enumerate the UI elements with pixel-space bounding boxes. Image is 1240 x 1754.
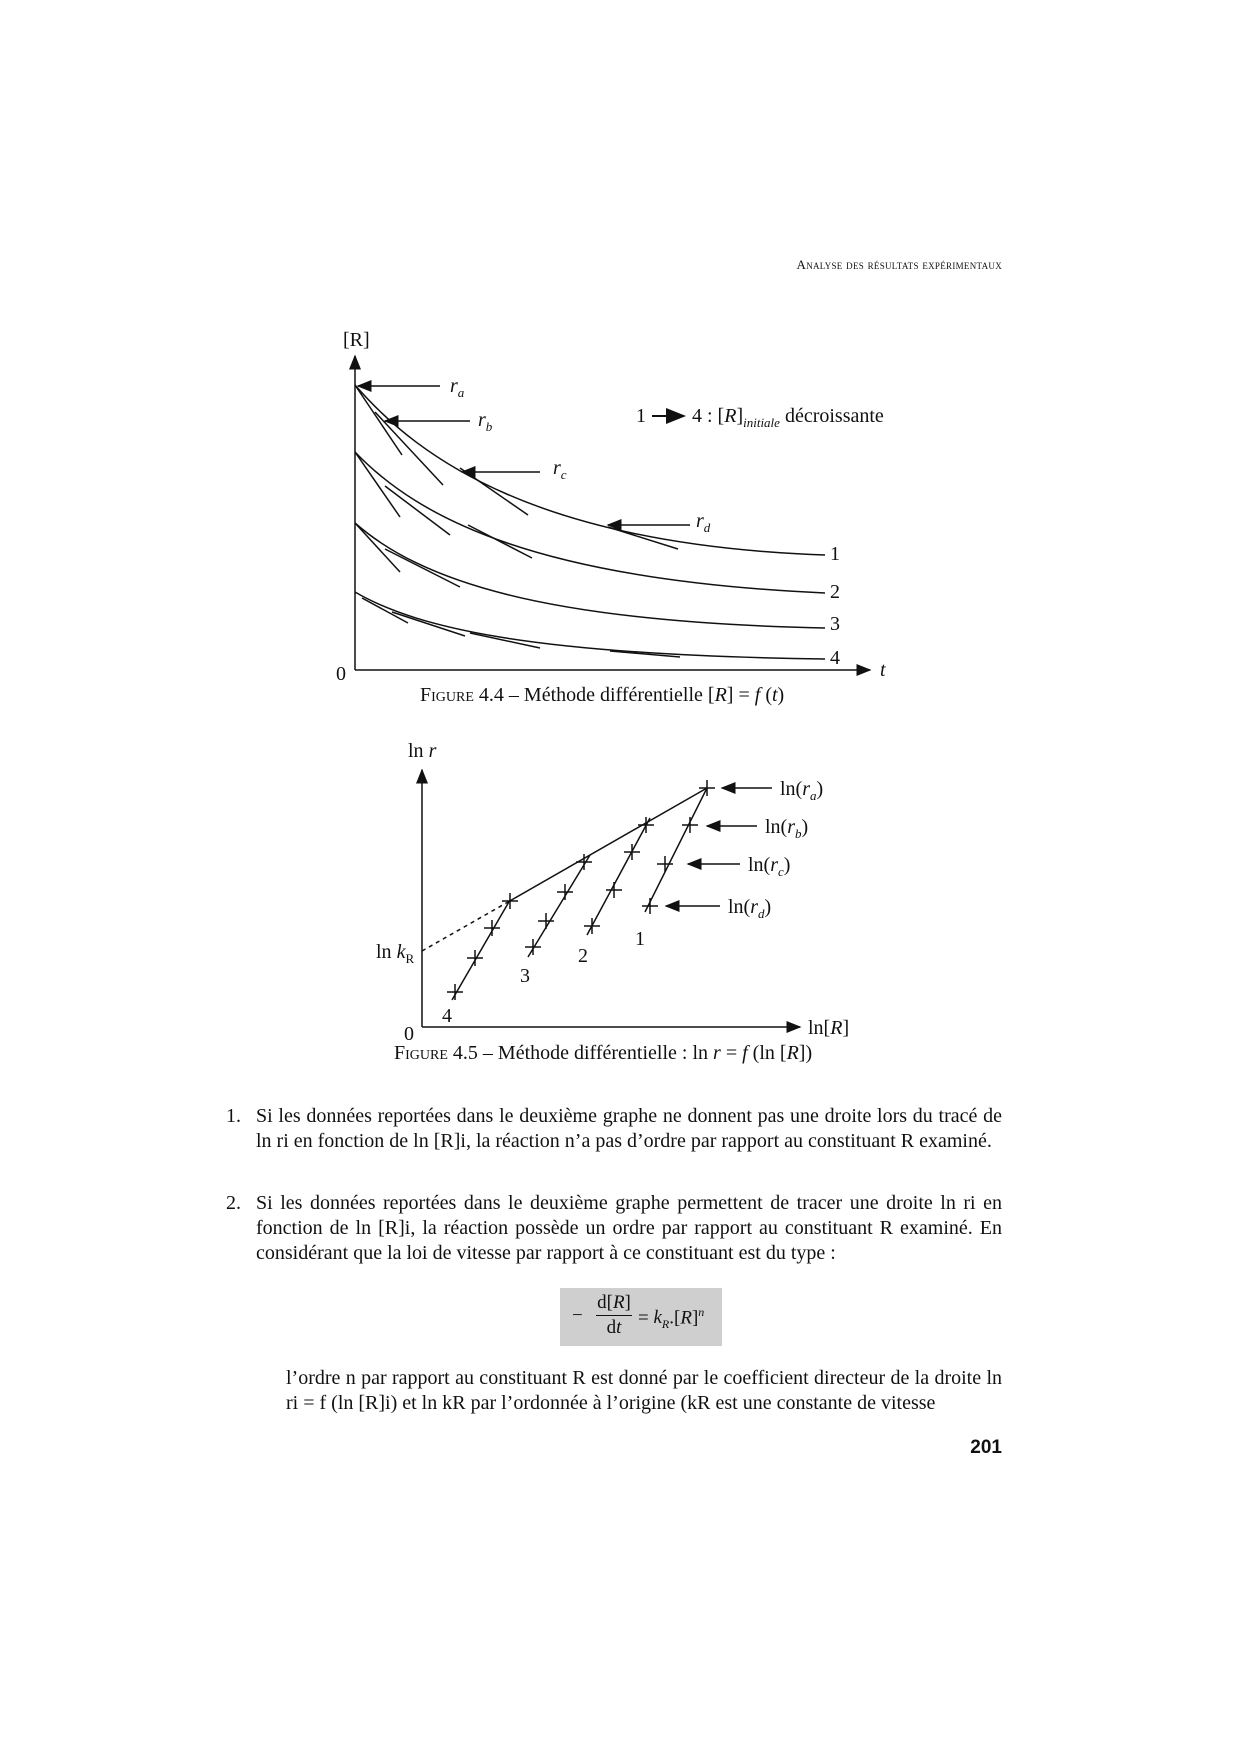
point <box>467 950 483 966</box>
point <box>624 844 640 860</box>
caption-4-5: Figure 4.5 – Méthode différentielle : ln r = f (ln [R]) <box>394 1042 813 1064</box>
point <box>538 913 554 929</box>
label-rb: $r_b$ <box>478 409 493 434</box>
line-label-4: 4 <box>442 1005 452 1027</box>
origin-label: 0 <box>404 1023 414 1045</box>
label-ra: $r_a$ <box>450 375 465 400</box>
conclusion-paragraph: l’ordre n par rapport au constituant R est donné par le coefficient directeur de la droite ln ri = f (ln [R]i) et ln kR par l’ordonnée à l’origine (kR est une constante de vitesse <box>286 1367 1002 1414</box>
legend-from: 1 <box>636 405 646 427</box>
line-label-3: 3 <box>520 965 530 987</box>
point <box>502 893 518 909</box>
list-number: 2. <box>226 1192 241 1214</box>
y-axis-label: [R] <box>343 329 370 351</box>
minus-sign: − <box>572 1305 583 1326</box>
x-axis-label: ln[R] <box>808 1017 850 1039</box>
curve-label-3: 3 <box>830 613 840 635</box>
point <box>699 780 715 796</box>
curve-label-2: 2 <box>830 581 840 603</box>
running-head: Analyse des résultats expérimentaux <box>796 257 1002 272</box>
list-text: Si les données reportées dans le deuxième graphe permettent de tracer une droite ln ri en fonction de ln [R]i, la réaction possède un ordre par rapport au constituant R examiné. En considérant que la loi de vitesse par rapport à ce constituant est du type : <box>256 1192 1002 1264</box>
label-ln-rb: $\ln(r_b)$ <box>765 816 809 841</box>
intercept-label: $\ln k_R$ <box>376 941 415 966</box>
curve-label-4: 4 <box>830 647 840 669</box>
origin-label: 0 <box>336 663 346 685</box>
line-label-1: 1 <box>635 928 645 950</box>
point <box>657 856 673 872</box>
line-3 <box>528 855 590 957</box>
list-item-2 <box>226 1191 1002 1266</box>
page-number: 201 <box>970 1437 1002 1458</box>
fraction: $\frac{d[R]}{dt}$ <box>597 1292 631 1338</box>
curve-label-1: 1 <box>830 543 840 565</box>
label-rd: $r_d$ <box>696 510 711 535</box>
point <box>584 918 600 934</box>
point <box>525 939 541 955</box>
label-ln-ra: $\ln(r_a)$ <box>780 778 824 803</box>
label-ln-rc: $\ln(r_c)$ <box>748 854 791 879</box>
equation-rhs: = $k_R.[R]^n$ <box>638 1305 705 1332</box>
equation-box <box>560 1288 722 1346</box>
label-rc: $r_c$ <box>553 457 567 482</box>
line-2 <box>587 818 650 935</box>
point <box>682 817 698 833</box>
data-points <box>447 780 715 1000</box>
caption-4-4: Figure 4.4 – Méthode différentielle [R] = f (t) <box>420 684 785 706</box>
line-4 <box>452 900 510 1000</box>
list-number: 1. <box>226 1105 241 1127</box>
y-axis-label: ln r <box>408 740 437 762</box>
line-label-2: 2 <box>578 945 588 967</box>
envelope-line <box>508 788 707 902</box>
label-ln-rd: $\ln(r_d)$ <box>728 896 772 921</box>
legend-text: 4 : $[R]_{initiale}$ décroissante <box>692 405 884 430</box>
x-axis-label: t <box>880 659 886 681</box>
list-item-1 <box>226 1104 1002 1154</box>
list-text: Si les données reportées dans le deuxième graphe ne donnent pas une droite lors du tracé de ln ri en fonction de ln [R]i, la réaction n’a pas d’ordre par rapport au constituant R examiné. <box>256 1105 1002 1152</box>
